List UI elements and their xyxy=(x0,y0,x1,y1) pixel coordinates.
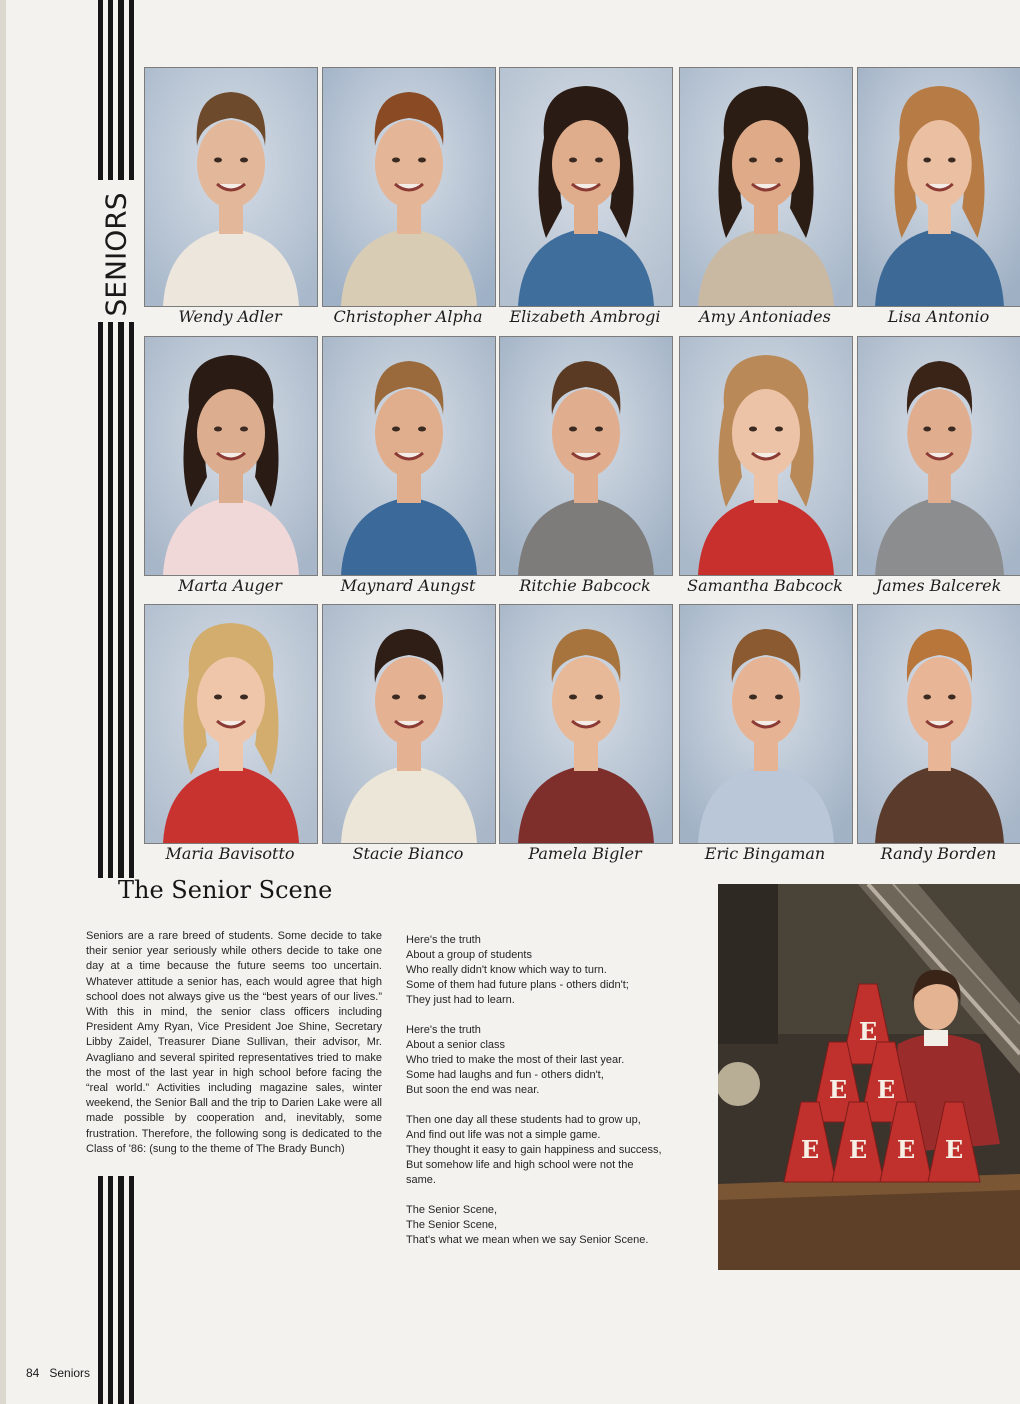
song-stanza xyxy=(406,1113,706,1188)
senior-portrait xyxy=(322,604,494,866)
senior-photo xyxy=(322,604,496,844)
senior-portrait xyxy=(144,67,316,329)
song-line: Who tried to make the most of their last year. xyxy=(406,1054,625,1066)
senior-portrait xyxy=(144,336,316,598)
song-line: The Senior Scene, xyxy=(406,1204,498,1216)
senior-name: Pamela Bigler xyxy=(528,844,642,863)
song-line: They just had to learn. xyxy=(406,994,515,1006)
senior-name: Stacie Bianco xyxy=(352,844,464,863)
senior-photo xyxy=(322,67,496,307)
song-line: Here's the truth xyxy=(406,934,481,946)
song-line: And find out life was not a simple game. xyxy=(406,1129,601,1141)
song-stanza xyxy=(406,933,706,1008)
megaphone-letter: E xyxy=(944,1135,964,1164)
song-line: They thought it easy to gain happiness and success, xyxy=(406,1144,662,1156)
senior-photo xyxy=(322,336,496,576)
megaphone-letter: E xyxy=(896,1135,916,1164)
senior-photo xyxy=(857,604,1020,844)
megaphone-letter: E xyxy=(828,1075,848,1104)
megaphone-letter: E xyxy=(848,1135,868,1164)
senior-portrait xyxy=(499,336,671,598)
senior-photo xyxy=(499,336,673,576)
decorative-stripes-top xyxy=(98,0,136,180)
footer-section: Seniors xyxy=(49,1366,91,1380)
group-photo xyxy=(718,884,1020,1270)
senior-portrait xyxy=(857,336,1020,598)
song-line: Some of them had future plans - others didn't; xyxy=(406,979,629,991)
senior-name: Marta Auger xyxy=(178,576,282,595)
senior-name: Christopher Alpha xyxy=(333,307,483,326)
decorative-stripes-middle xyxy=(98,322,136,878)
section-label xyxy=(96,190,136,318)
senior-name: Elizabeth Ambrogi xyxy=(509,307,661,326)
senior-portrait xyxy=(679,336,851,598)
decorative-stripes-bottom xyxy=(98,1176,136,1404)
song-stanza xyxy=(406,1203,706,1248)
section-label-text: SENIORS xyxy=(99,192,133,316)
senior-photo xyxy=(144,336,318,576)
senior-portrait xyxy=(679,67,851,329)
senior-portrait xyxy=(857,604,1020,866)
song-lyrics xyxy=(406,933,706,1263)
song-line: About a senior class xyxy=(406,1039,506,1051)
song-line: That's what we mean when we say Senior Scene. xyxy=(406,1234,649,1246)
page-edge xyxy=(0,0,6,1404)
senior-portrait xyxy=(499,604,671,866)
senior-name: Randy Borden xyxy=(880,844,997,863)
senior-photo xyxy=(499,67,673,307)
senior-photo xyxy=(679,604,853,844)
megaphone-letter: E xyxy=(800,1135,820,1164)
song-line: The Senior Scene, xyxy=(406,1219,498,1231)
senior-name: Lisa Antonio xyxy=(887,307,990,326)
senior-portrait xyxy=(499,67,671,329)
article-body: Seniors are a rare breed of students. Some decide to take their senior year seriously while others decide to take one day at a time because the future seems too uncertain. Whatever attitude a senior has, each would agree that high school does not always give us the “best years of our lives.” With this in mind, the senior class officers including President Amy Ryan, Vice President Joe Shine, Secretary Libby Zaidel, Treasurer Diane Sullivan, their advisor, Mr. Avagliano and several spirited representatives tried to make the most of the last year in high school before facing the “real world.” Activities including magazine sales, winter weekend, the Senior Ball and the trip to Darien Lake were all made possible by cooperation and, inevitably, some frustration. Therefore, the following song is dedicated to the Class of '86: (sung to the theme of The Brady Bunch) xyxy=(86,930,382,1155)
senior-photo xyxy=(144,604,318,844)
senior-name: Wendy Adler xyxy=(178,307,282,326)
senior-photo xyxy=(857,67,1020,307)
song-line: About a group of students xyxy=(406,949,532,961)
senior-portrait xyxy=(144,604,316,866)
song-line: same. xyxy=(406,1174,436,1186)
senior-portrait xyxy=(679,604,851,866)
senior-name: Amy Antoniades xyxy=(699,307,831,326)
megaphone-letter: E xyxy=(858,1017,878,1046)
senior-portrait xyxy=(322,67,494,329)
song-stanza xyxy=(406,1023,706,1098)
senior-photo xyxy=(679,67,853,307)
song-line: Then one day all these students had to grow up, xyxy=(406,1114,641,1126)
senior-photo xyxy=(499,604,673,844)
senior-photo xyxy=(857,336,1020,576)
senior-name: Eric Bingaman xyxy=(704,844,826,863)
song-line: Here's the truth xyxy=(406,1024,481,1036)
page-footer xyxy=(26,1366,100,1380)
senior-photo xyxy=(679,336,853,576)
page-number: 84 xyxy=(26,1366,40,1380)
senior-name: Samantha Babcock xyxy=(687,576,843,595)
megaphone-letter: E xyxy=(876,1075,896,1104)
song-line: Who really didn't know which way to turn. xyxy=(406,964,607,976)
senior-portrait xyxy=(857,67,1020,329)
senior-name: Maynard Aungst xyxy=(340,576,476,595)
senior-name: Maria Bavisotto xyxy=(165,844,295,863)
song-line: But somehow life and high school were not the xyxy=(406,1159,634,1171)
senior-name: Ritchie Babcock xyxy=(519,576,651,595)
article-headline: The Senior Scene xyxy=(118,876,333,904)
song-line: But soon the end was near. xyxy=(406,1084,540,1096)
senior-name: James Balcerek xyxy=(875,576,1002,595)
senior-photo xyxy=(144,67,318,307)
song-line: Some had laughs and fun - others didn't, xyxy=(406,1069,604,1081)
senior-portrait xyxy=(322,336,494,598)
